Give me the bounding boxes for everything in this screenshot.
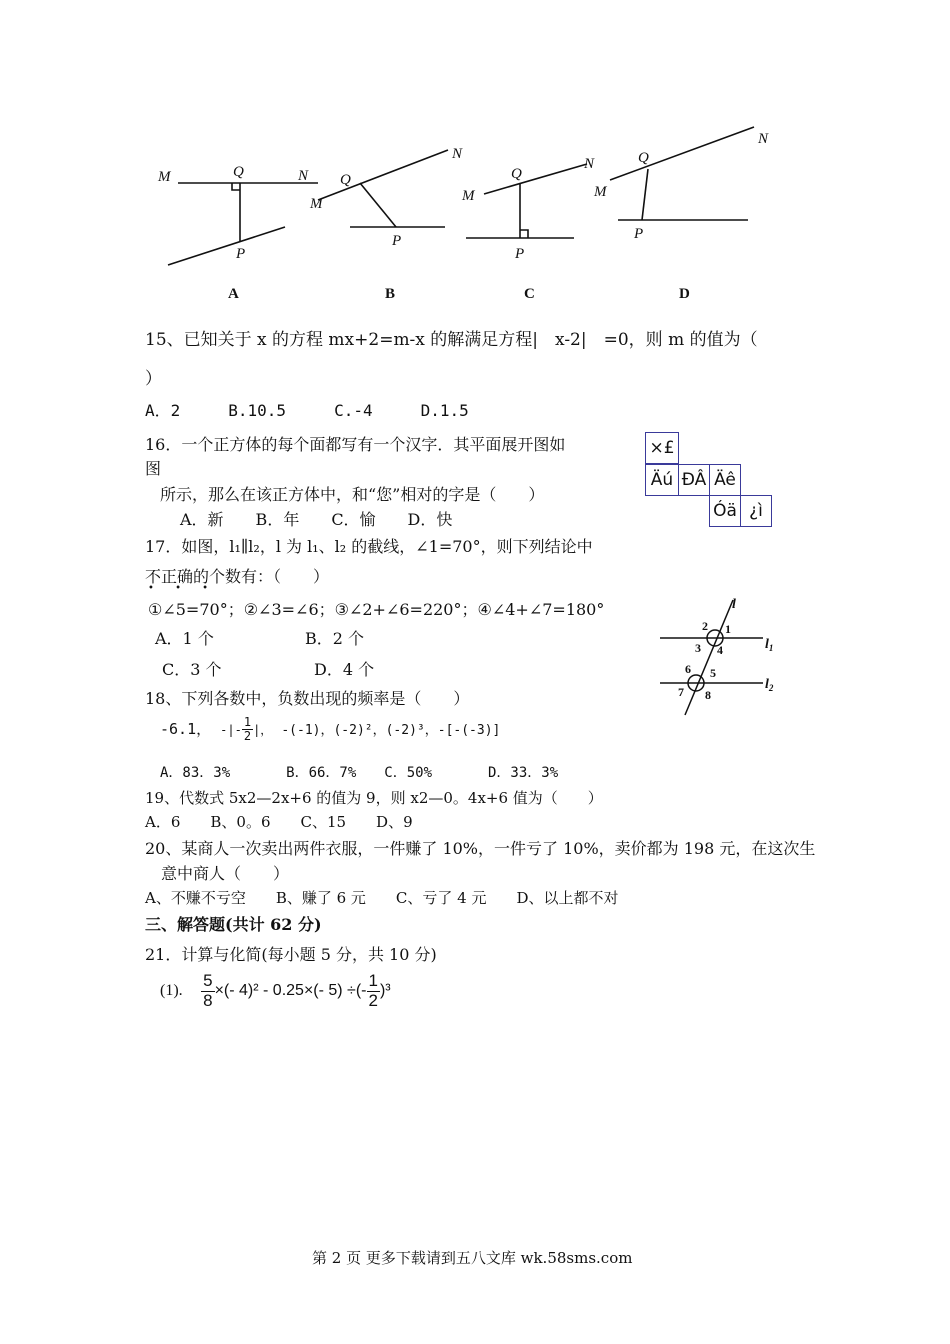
q16-net-cell: ×£ [645, 432, 679, 464]
q18-abs-post: |， [253, 723, 273, 738]
q21-stem: 21．计算与化简(每小题 5 分，共 10 分) [145, 945, 437, 964]
q14-c-label-p: P [515, 246, 525, 262]
section3-title: 三、解答题(共计 62 分) [145, 915, 322, 934]
q17-line-l2: $l_2$ [765, 677, 774, 693]
q16-options: A．新 B．年 C．愉 D．快 [180, 510, 453, 529]
q17-angle-1: 1 [725, 622, 731, 636]
q17-angle-6: 6 [685, 662, 691, 676]
page-footer: 第 2 页 更多下载请到五八文库 wk.58sms.com [312, 1249, 633, 1267]
q18-numbers [160, 716, 500, 743]
q21-f1-num: 5 [203, 971, 213, 990]
q17-figure [655, 595, 785, 720]
q17-option-a: A．1 个 [155, 629, 214, 648]
q16-net-cell: Óä [709, 495, 741, 527]
q17-line-l1: $l_1$ [765, 637, 774, 653]
q17-conditions: ①∠5=70°；②∠3=∠6；③∠2+∠6=220°；④∠4+∠7=180° [148, 600, 605, 619]
q18-fraction [242, 716, 253, 743]
q18-abs-pre: -|- [220, 723, 242, 738]
q16-net-cell: ĐÂ [678, 464, 710, 496]
q19-stem: 19、代数式 5x2—2x+6 的值为 9，则 x2—0。4x+6 值为（ ） [145, 789, 603, 807]
q16-net-cell: Äê [709, 464, 741, 496]
q17-line1: 17．如图，l₁∥l₂，l 为 l₁、l₂ 的截线，∠1=70°，则下列结论中 [145, 537, 593, 556]
q14-c-label-n: N [584, 156, 595, 172]
q21-f1-den: 8 [203, 990, 213, 1010]
q14-d-label-p: P [634, 226, 644, 242]
q14-figure [140, 120, 800, 310]
q14-b-label-n: N [452, 146, 463, 162]
q21-tail: )³ [379, 982, 391, 1000]
q15-stem: 15、已知关于 x 的方程 mx+2=m-x 的解满足方程| x-2| =0，则 m 的值为（ [145, 330, 758, 350]
q17-line-l: l [732, 597, 736, 612]
q16-line1: 16．一个正方体的每个面都写有一个汉字．其平面展开图如 [145, 435, 566, 454]
q21-fraction-1 [201, 972, 214, 1010]
q17-line2: 不正确的个数有：（ ） [145, 567, 330, 586]
q17-angle-5: 5 [710, 666, 716, 680]
q14-caption-a: A [228, 286, 239, 302]
q18-rest: -(-1)，(-2)²，(-2)³，-[-(-3)] [281, 723, 501, 739]
q17-angle-2: 2 [702, 619, 708, 633]
q15-options: A．2 B.10.5 C.-4 D.1.5 [145, 401, 469, 420]
q14-b-label-m: M [310, 196, 323, 212]
q14-c-label-q: Q [511, 166, 522, 182]
q17-angle-8: 8 [705, 688, 711, 702]
q17-option-c: C．3 个 [162, 660, 222, 679]
q17-angle-3: 3 [695, 641, 701, 655]
q14-a-label-q: Q [233, 164, 244, 180]
q21-f2-num: 1 [368, 971, 378, 990]
q14-d-label-m: M [594, 184, 607, 200]
q18-stem: 18、下列各数中，负数出现的频率是（ ） [145, 689, 470, 708]
q21-expression [160, 972, 391, 1010]
q14-b-label-p: P [392, 233, 402, 249]
q16-line2: 图 [145, 459, 162, 478]
q14-d-label-q: Q [638, 150, 649, 166]
q14-caption-c: C [524, 286, 535, 302]
q14-caption-d: D [679, 286, 690, 302]
q17-angle-7: 7 [678, 685, 684, 699]
q19-options: A．6 B、0。6 C、15 D、9 [145, 813, 413, 831]
q21-fraction-2 [367, 972, 380, 1010]
q14-b-label-q: Q [340, 172, 351, 188]
q18-frac-den: 2 [243, 729, 252, 744]
q18-options: A．83．3% B．66．7% C．50% D．33．3% [160, 765, 559, 781]
q17-emphasis-dots: • • • [148, 583, 218, 594]
q14-a-label-m: M [158, 169, 171, 185]
q17-option-b: B．2 个 [305, 629, 365, 648]
q16-net-cell: Äú [645, 464, 679, 496]
q16-net-cell: ¿ì [740, 495, 772, 527]
q20-options: A、不赚不亏空 B、赚了 6 元 C、亏了 4 元 D、以上都不对 [145, 889, 619, 907]
q15-stem-close: ） [145, 369, 162, 389]
q18-num1: -6.1， [160, 720, 212, 739]
q21-f2-den: 2 [368, 990, 378, 1010]
q14-d-label-n: N [758, 131, 769, 147]
q21-label: (1). [160, 982, 183, 1000]
q17-option-d: D．4 个 [314, 660, 375, 679]
q14-caption-b: B [385, 286, 396, 302]
q20-line2: 意中商人（ ） [161, 864, 290, 883]
q16-line3: 所示，那么在该正方体中，和“您”相对的字是（ ） [160, 485, 545, 504]
q21-middle: ×(- 4)² - 0.25×(- 5) ÷(- [214, 982, 367, 1000]
q17-angle-4: 4 [717, 643, 723, 657]
q18-frac-num: 1 [243, 715, 252, 729]
q14-a-label-n: N [298, 168, 309, 184]
q14-c-label-m: M [462, 188, 475, 204]
q20-line1: 20、某商人一次卖出两件衣服，一件赚了 10%，一件亏了 10%，卖价都为 198 元，在这次生 [145, 839, 816, 858]
q14-a-label-p: P [236, 246, 246, 262]
